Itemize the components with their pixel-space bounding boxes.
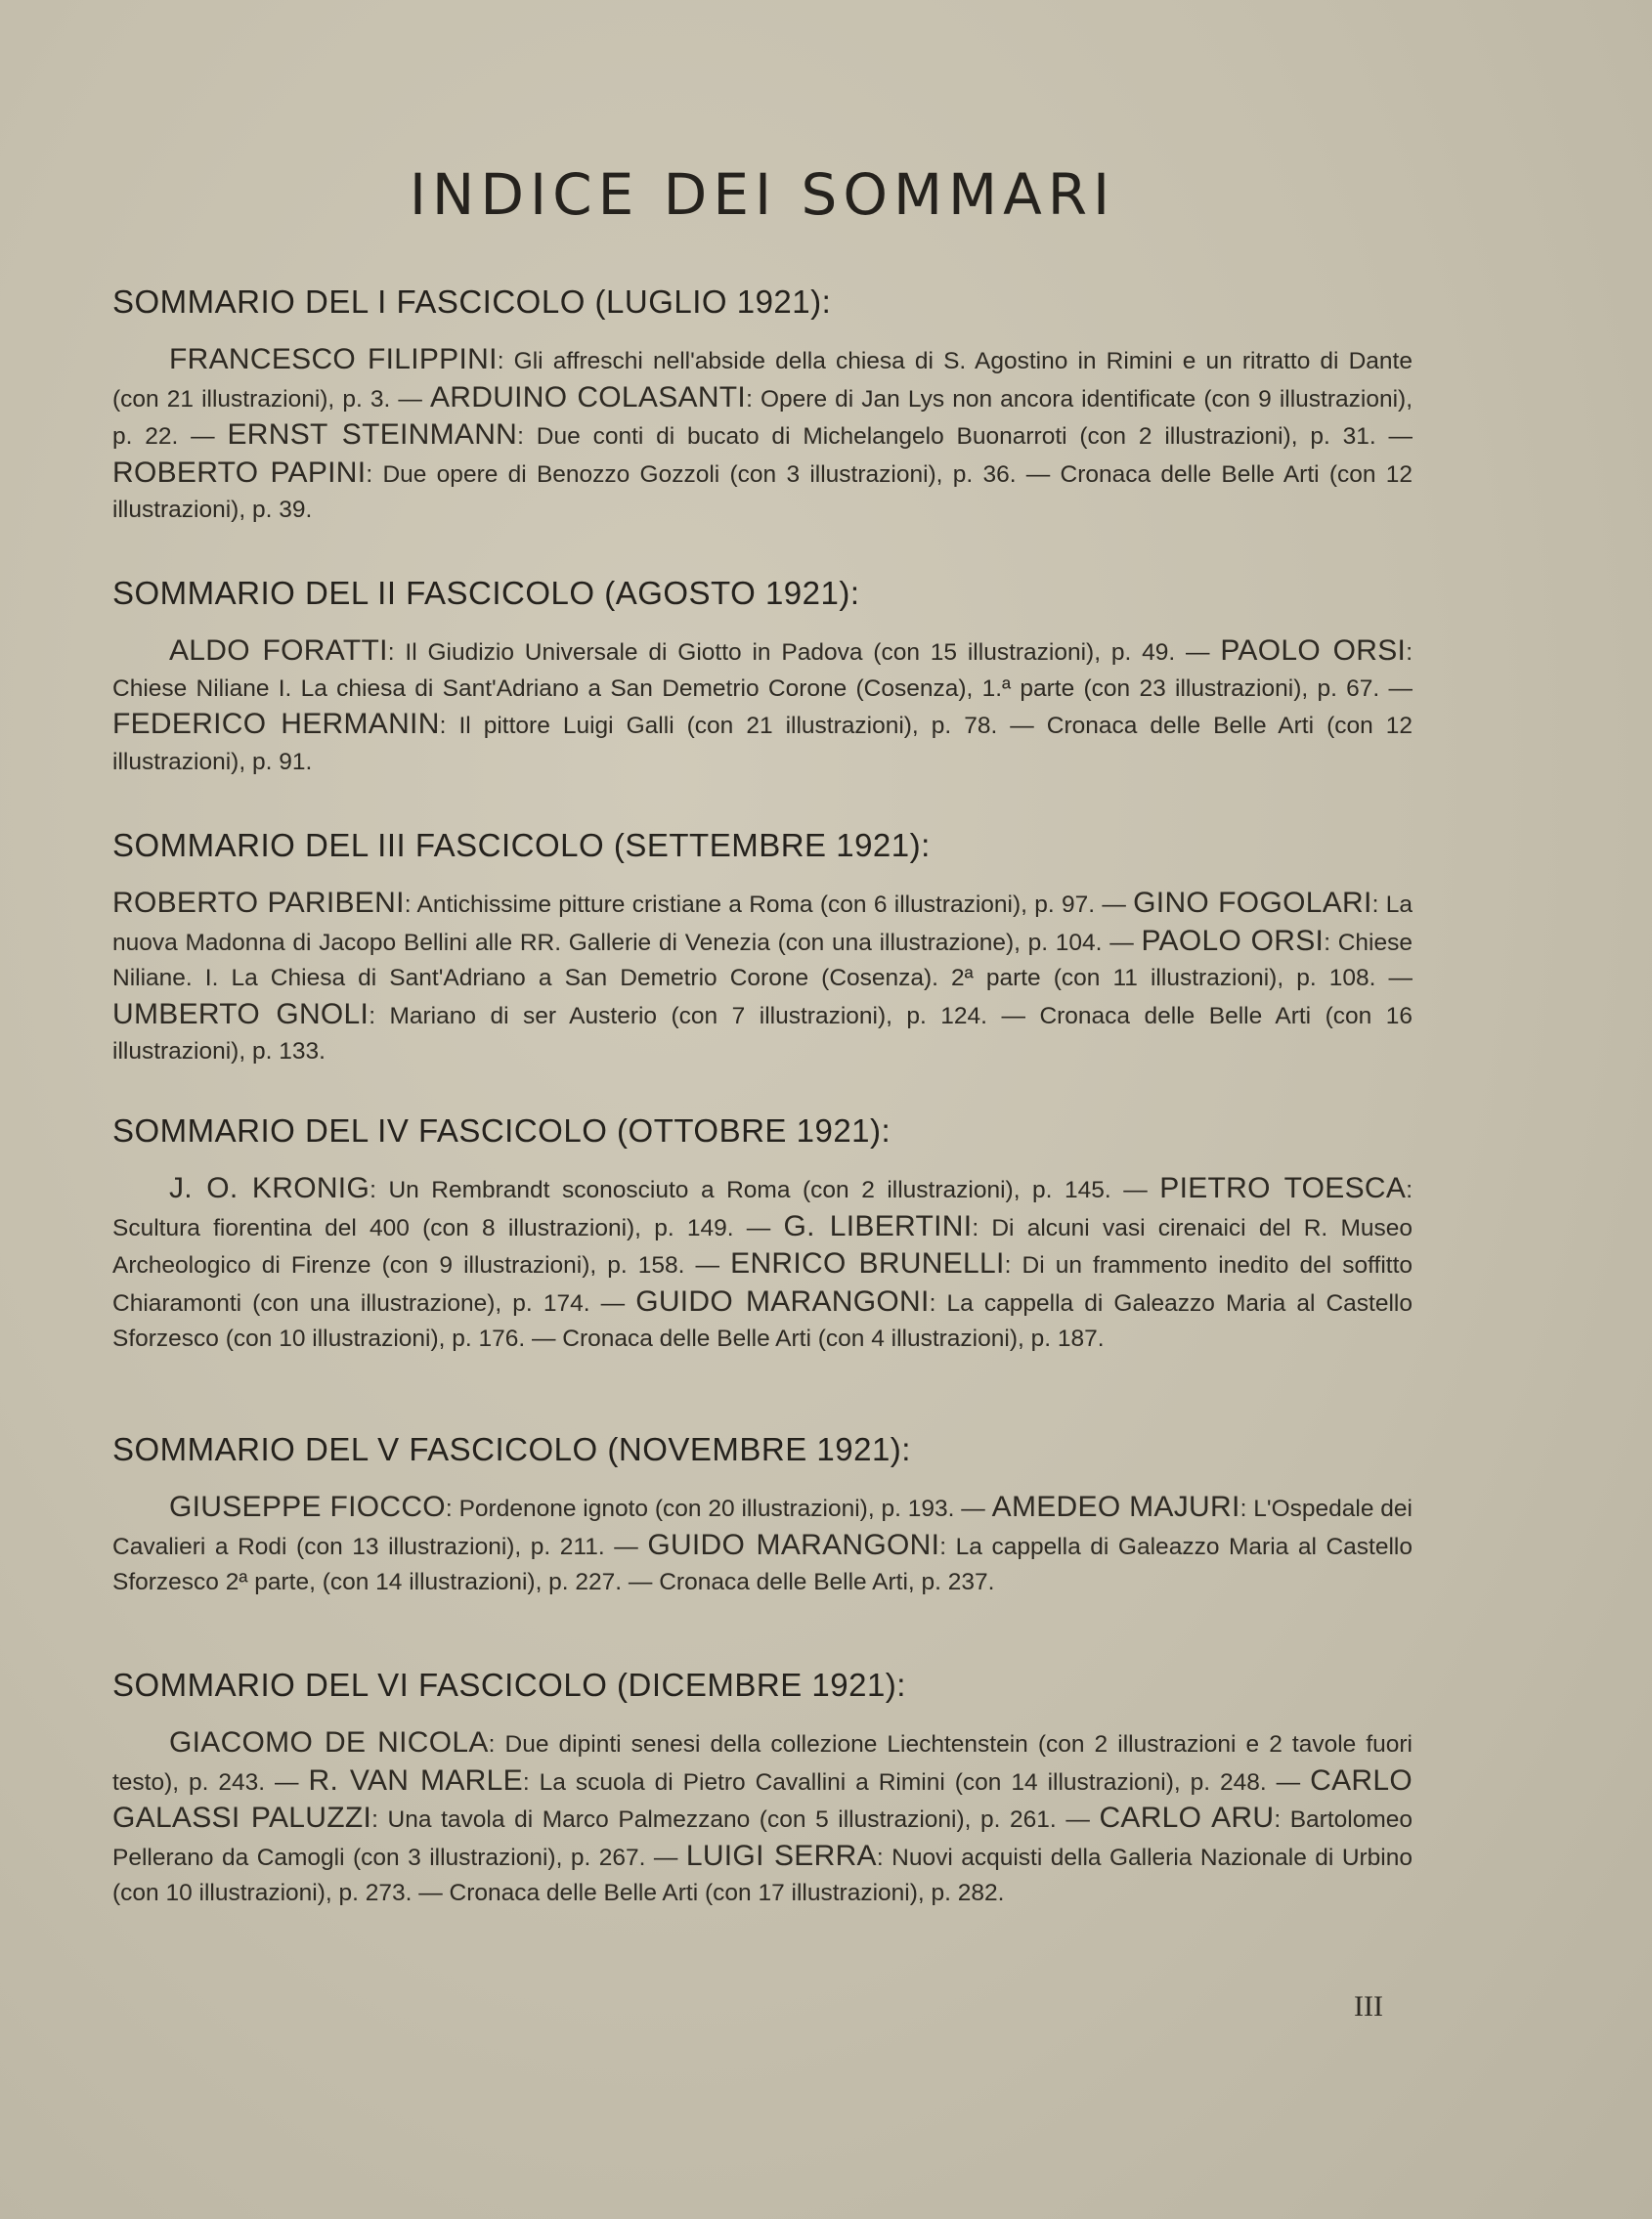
section-fascicolo-5 <box>112 1431 1413 1601</box>
author-name: PIETRO TOESCA <box>1159 1172 1407 1204</box>
author-name: GIACOMO DE NICOLA <box>169 1726 489 1759</box>
entry-text: : Una tavola di Marco Palmezzano (con 5 illustrazioni), p. 261. — <box>371 1806 1100 1833</box>
author-name: PAOLO ORSI <box>1141 924 1325 957</box>
author-name: GIUSEPPE FIOCCO <box>169 1491 446 1523</box>
section-heading: SOMMARIO DEL IV FASCICOLO (OTTOBRE 1921): <box>112 1112 891 1149</box>
entry-text: : Di alcuni vasi cirenaici del R. Museo Archeologico di Firenze (con 9 illustrazioni), p. 158. — <box>112 1214 1413 1279</box>
author-name: AMEDEO MAJURI <box>991 1491 1240 1523</box>
page-title: INDICE DEI SOMMARI <box>409 161 1116 228</box>
entry-text: : Gli affreschi nell'abside della chiesa di S. Agostino in Rimini e un ritratto di Dante (con 21 illustrazioni), p. 3. — <box>112 348 1413 413</box>
section-body <box>112 633 1413 780</box>
entry-text: : Due dipinti senesi della collezione Liechtenstein (con 2 illustrazioni e 2 tavole fuori testo), p. 243. — <box>112 1731 1413 1796</box>
entry-text: : La scuola di Pietro Cavallini a Rimini (con 14 illustrazioni), p. 248. — <box>522 1768 1311 1796</box>
author-name: G. LIBERTINI <box>783 1209 973 1242</box>
section-fascicolo-6 <box>112 1667 1413 1912</box>
page-number: III <box>1354 1990 1383 2023</box>
author-name: LUIGI SERRA <box>685 1839 877 1872</box>
entry-text: : Due conti di bucato di Michelangelo Buonarroti (con 2 illustrazioni), p. 31. — <box>517 423 1413 450</box>
entry-text: : La cappella di Galeazzo Maria al Castello Sforzesco (con 10 illustrazioni), p. 176. — Cronaca delle Belle Arti (con 4 illustrazioni), p. 187. <box>112 1289 1413 1352</box>
author-name: ALDO FORATTI <box>169 634 388 667</box>
section-fascicolo-2 <box>112 575 1413 780</box>
entry-text: : Bartolomeo Pellerano da Camogli (con 3 illustrazioni), p. 267. — <box>112 1806 1413 1871</box>
entry-text: : Mariano di ser Austerio (con 7 illustrazioni), p. 124. — Cronaca delle Belle Arti (con 16 illustrazioni), p. 133. <box>112 1002 1413 1065</box>
section-body <box>112 1171 1413 1358</box>
author-name: FEDERICO HERMANIN <box>112 708 440 740</box>
author-name: R. VAN MARLE <box>308 1763 523 1797</box>
author-name: J. O. KRONIG <box>169 1172 370 1204</box>
author-name: ERNST STEINMANN <box>227 418 518 451</box>
entry-text: : Chiese Niliane. I. La Chiesa di Sant'Adriano a San Demetrio Corone (Cosenza). 2ª parte (con 11 illustrazioni), p. 108. — <box>112 929 1413 991</box>
entry-text: : Il Giudizio Universale di Giotto in Padova (con 15 illustrazioni), p. 49. — <box>387 639 1221 666</box>
entry-text: : Chiese Niliane I. La chiesa di Sant'Adriano a San Demetrio Corone (Cosenza), 1.ª parte (con 23 illustrazioni), p. 67. — <box>112 639 1413 702</box>
section-body <box>112 1490 1413 1601</box>
section-body <box>112 342 1413 529</box>
entry-text: : Antichissime pitture cristiane a Roma (con 6 illustrazioni), p. 97. — <box>404 892 1134 918</box>
author-name: PAOLO ORSI <box>1220 634 1407 667</box>
author-name: ENRICO BRUNELLI <box>730 1247 1005 1280</box>
entry-text: : Nuovi acquisti della Galleria Nazionale di Urbino (con 10 illustrazioni), p. 273. — Cronaca delle Belle Arti (con 17 illustrazioni), p. 282. <box>112 1844 1413 1906</box>
author-name: CARLO ARU <box>1099 1802 1275 1834</box>
section-heading: SOMMARIO DEL V FASCICOLO (NOVEMBRE 1921): <box>112 1431 911 1467</box>
section-heading: SOMMARIO DEL I FASCICOLO (LUGLIO 1921): <box>112 283 832 320</box>
author-name: GINO FOGOLARI <box>1133 887 1372 919</box>
author-name: ROBERTO PAPINI <box>112 456 367 489</box>
entry-text: : La cappella di Galeazzo Maria al Castello Sforzesco 2ª parte, (con 14 illustrazioni), p. 227. — Cronaca delle Belle Arti, p. 237. <box>112 1533 1413 1595</box>
author-name: ARDUINO COLASANTI <box>429 380 747 413</box>
entry-text: : L'Ospedale dei Cavalieri a Rodi (con 13 illustrazioni), p. 211. — <box>112 1496 1413 1560</box>
entry-text: : Un Rembrandt sconosciuto a Roma (con 2 illustrazioni), p. 145. — <box>370 1177 1160 1203</box>
entry-text: : Pordenone ignoto (con 20 illustrazioni), p. 193. — <box>445 1496 992 1522</box>
author-name: CARLO GALASSI PALUZZI <box>112 1763 1413 1834</box>
document-page <box>112 0 1413 2219</box>
section-fascicolo-1 <box>112 283 1413 529</box>
entry-text: : Scultura fiorentina del 400 (con 8 illustrazioni), p. 149. — <box>112 1177 1413 1241</box>
author-name: UMBERTO GNOLI <box>112 997 370 1030</box>
section-heading: SOMMARIO DEL VI FASCICOLO (DICEMBRE 1921): <box>112 1667 906 1703</box>
author-name: FRANCESCO FILIPPINI <box>169 343 498 375</box>
section-heading: SOMMARIO DEL III FASCICOLO (SETTEMBRE 1921): <box>112 827 931 863</box>
entry-text: : La nuova Madonna di Jacopo Bellini alle RR. Gallerie di Venezia (con una illustrazione), p. 104. — <box>112 892 1413 956</box>
section-fascicolo-4 <box>112 1112 1413 1358</box>
entry-text: : Di un frammento inedito del soffitto Chiaramonti (con una illustrazione), p. 174. — <box>112 1252 1413 1317</box>
section-body <box>112 886 1413 1070</box>
author-name: GUIDO MARANGONI <box>635 1284 930 1318</box>
section-body <box>112 1725 1413 1912</box>
author-name: ROBERTO PARIBENI <box>112 887 405 919</box>
section-heading: SOMMARIO DEL II FASCICOLO (AGOSTO 1921): <box>112 575 860 611</box>
entry-text: : Opere di Jan Lys non ancora identificate (con 9 illustrazioni), p. 22. — <box>112 385 1413 450</box>
entry-text: : Due opere di Benozzo Gozzoli (con 3 illustrazioni), p. 36. — Cronaca delle Belle Arti (con 12 illustrazioni), p. 39. <box>112 460 1413 523</box>
entry-text: : Il pittore Luigi Galli (con 21 illustrazioni), p. 78. — Cronaca delle Belle Arti (con 12 illustrazioni), p. 91. <box>112 713 1413 775</box>
author-name: GUIDO MARANGONI <box>647 1528 940 1561</box>
section-fascicolo-3 <box>112 827 1413 1070</box>
